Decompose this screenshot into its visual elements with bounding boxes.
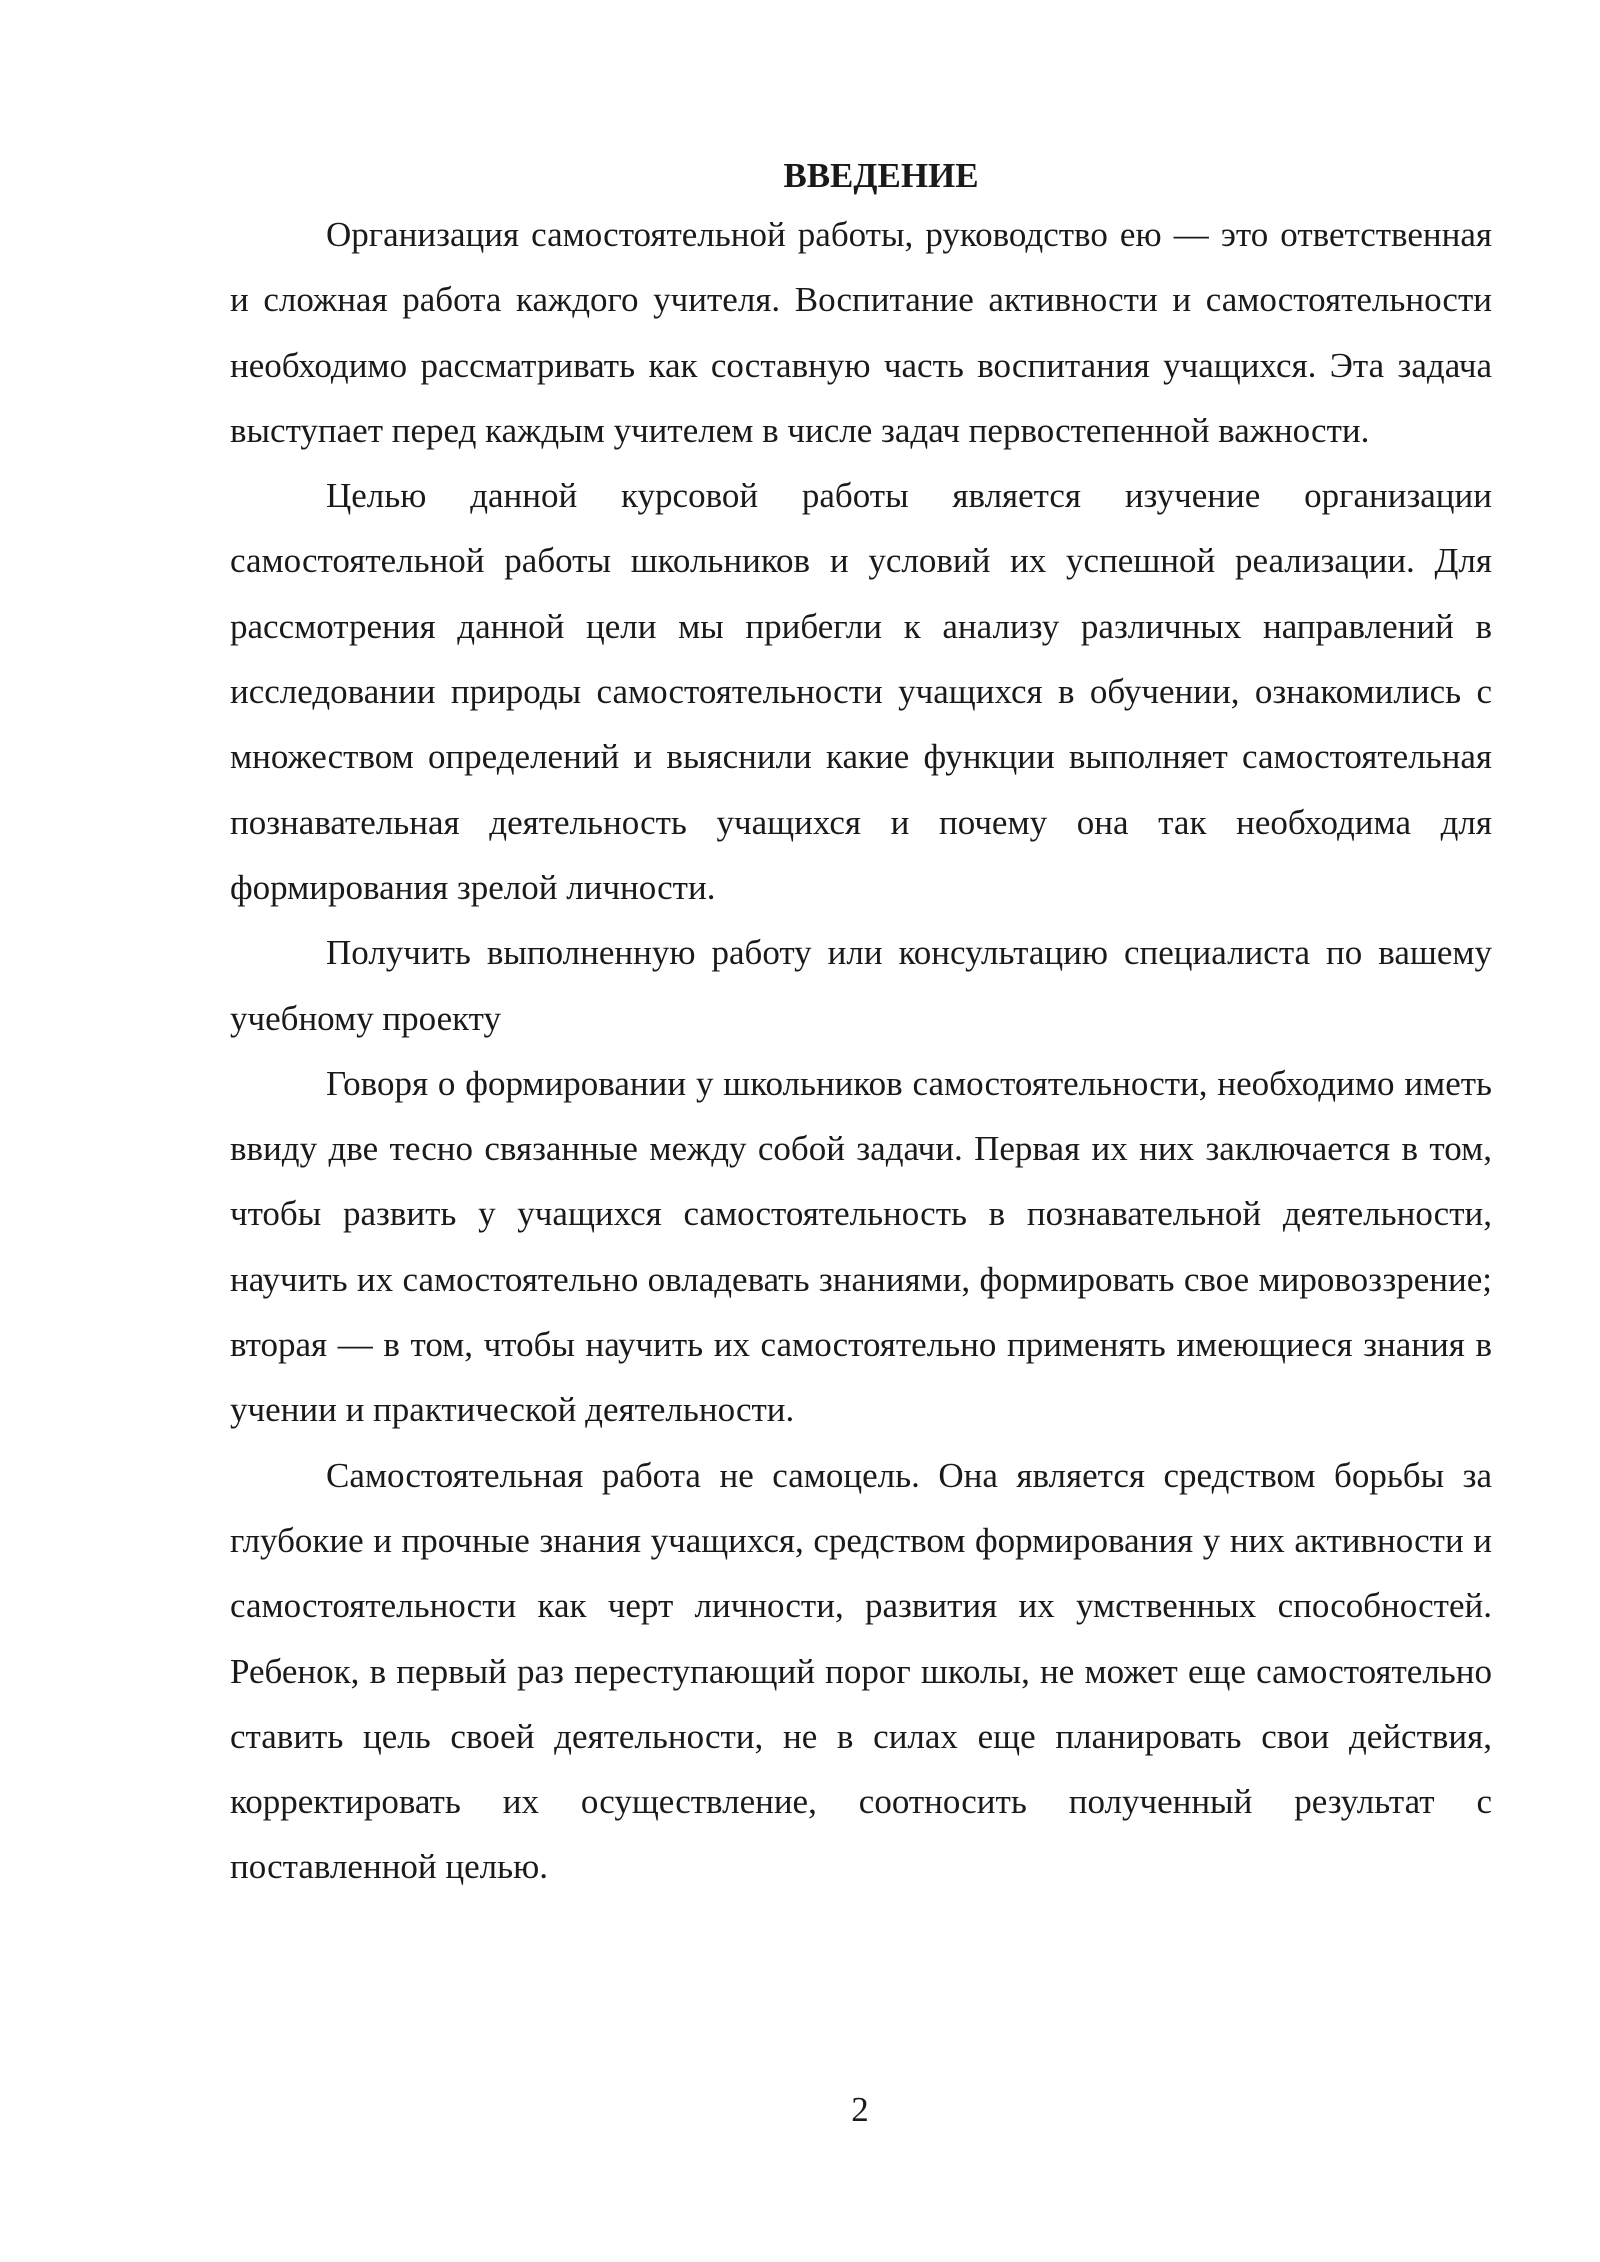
page-number: 2 [851,2090,869,2129]
page-content [230,150,1492,1900]
paragraph-independent-work: Самостоятельная работа не самоцель. Она является средством борьбы за глубокие и прочные знания учащихся, средством формирования у них активности и самостоятельности как черт личности, развития их умственных способностей. Ребенок, в первый раз переступающий порог школы, не может еще самостоятельно ставить цель своей деятельности, не в силах еще планировать свои действия, корректировать их осуществление, соотносить полученный результат с поставленной целью. [230,1455,1492,1887]
paragraph-goal: Целью данной курсовой работы является изучение организации самостоятельной работы школьников и условий их успешной реализации. Для рассмотрения данной цели мы прибегли к анализу различных направлений в исследовании природы самостоятельности учащихся в обучении, ознакомились с множеством определений и выяснили какие функции выполняет самостоятельная познавательная деятельность учащихся и почему она так необходима для формирования зрелой личности. [230,476,1492,907]
section-heading: ВВЕДЕНИЕ [783,156,979,195]
paragraph-intro: Организация самостоятельной работы, руководство ею — это ответственная и сложная работа каждого учителя. Воспитание активности и самостоятельности необходимо рассматривать как составную часть воспитания учащихся. Эта задача выступает перед каждым учителем в числе задач первостепенной важности. [230,215,1492,450]
paragraph-tasks: Говоря о формировании у школьников самостоятельности, необходимо иметь ввиду две тесно связанные между собой задачи. Первая их них заключается в том, чтобы развить у учащихся самостоятельность в познавательной деятельности, научить их самостоятельно овладевать знаниями, формировать свое мировоззрение; вторая — в том, чтобы научить их самостоятельно применять имеющиеся знания в учении и практической деятельности. [230,1063,1492,1430]
paragraph-promo: Получить выполненную работу или консультацию специалиста по вашему учебному проекту [230,933,1492,1038]
